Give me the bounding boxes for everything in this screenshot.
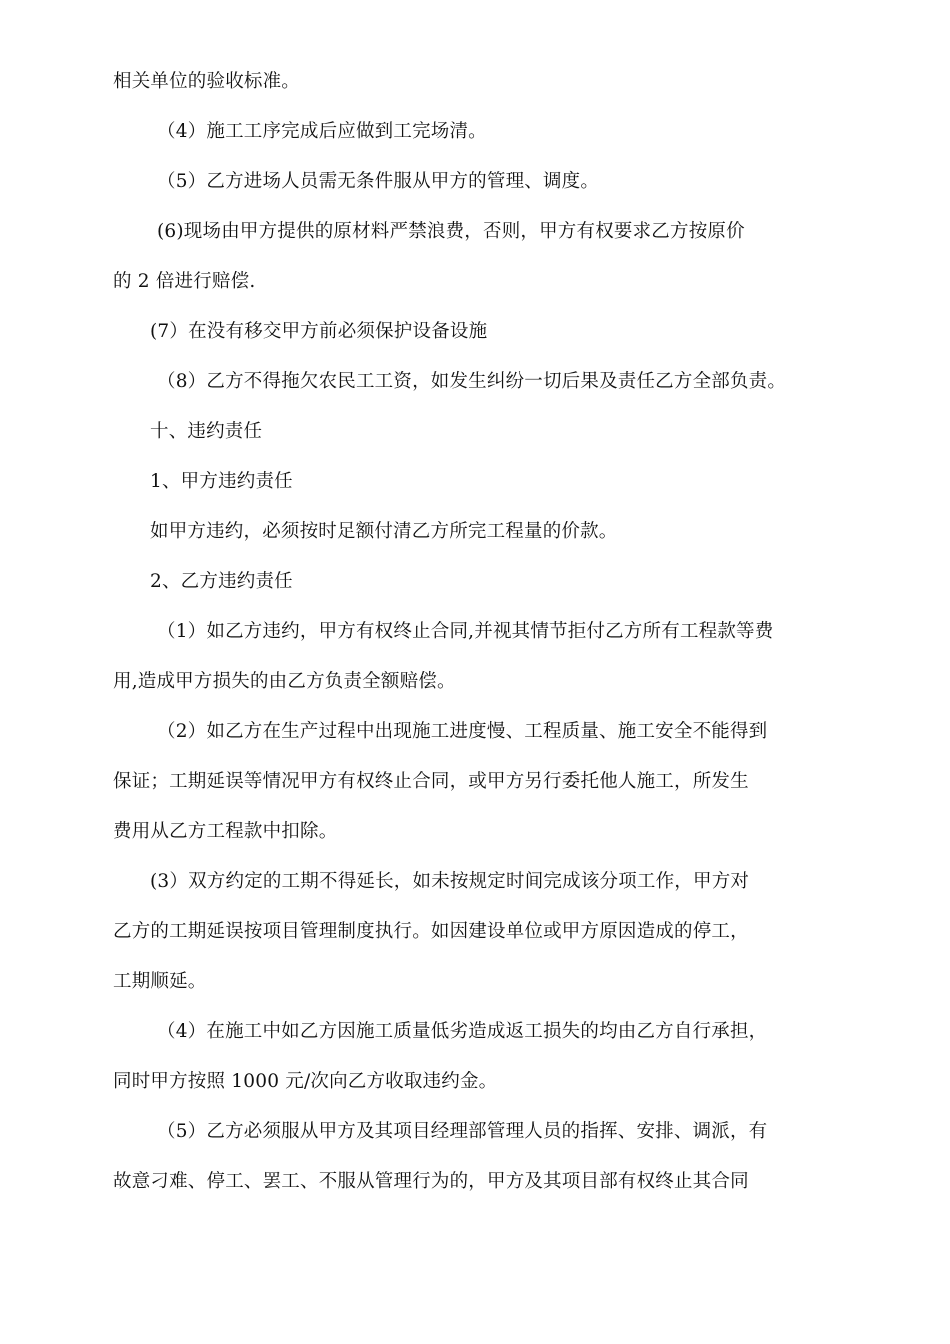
text-line: 同时甲方按照 1000 元/次向乙方收取违约金。 <box>113 1071 498 1092</box>
text-line: 乙方的工期延误按项目管理制度执行。如因建设单位或甲方原因造成的停工， <box>113 921 749 942</box>
text-line: （4）在施工中如乙方因施工质量低劣造成返工损失的均由乙方自行承担， <box>157 1021 768 1042</box>
text-line: 费用从乙方工程款中扣除。 <box>113 821 338 842</box>
text-line: （1）如乙方违约，甲方有权终止合同,并视其情节拒付乙方所有工程款等费 <box>157 621 774 642</box>
text-line: 如甲方违约，必须按时足额付清乙方所完工程量的价款。 <box>150 521 618 542</box>
text-line: （8）乙方不得拖欠农民工工资，如发生纠纷一切后果及责任乙方全部负责。 <box>157 371 787 392</box>
text-line: (3）双方约定的工期不得延长，如未按规定时间完成该分项工作，甲方对 <box>150 871 750 892</box>
section-heading: 十、违约责任 <box>150 421 263 442</box>
text-line: 工期顺延。 <box>113 971 207 992</box>
text-line: 用,造成甲方损失的由乙方负责全额赔偿。 <box>113 671 456 692</box>
text-line: （2）如乙方在生产过程中出现施工进度慢、工程质量、施工安全不能得到 <box>157 721 768 742</box>
subsection-heading: 2、乙方违约责任 <box>150 571 293 592</box>
text-line: 故意刁难、停工、罢工、不服从管理行为的，甲方及其项目部有权终止其合同 <box>113 1171 749 1192</box>
subsection-heading: 1、甲方违约责任 <box>150 471 293 492</box>
text-line: （5）乙方进场人员需无条件服从甲方的管理、调度。 <box>157 171 600 192</box>
text-line: 相关单位的验收标准。 <box>113 71 301 92</box>
text-line: 保证；工期延误等情况甲方有权终止合同，或甲方另行委托他人施工，所发生 <box>113 771 749 792</box>
text-line: （5）乙方必须服从甲方及其项目经理部管理人员的指挥、安排、调派，有 <box>157 1121 768 1142</box>
text-line: (6)现场由甲方提供的原材料严禁浪费，否则，甲方有权要求乙方按原价 <box>157 221 745 242</box>
text-line: 的 2 倍进行赔偿. <box>113 271 256 292</box>
text-line: （4）施工工序完成后应做到工完场清。 <box>157 121 487 142</box>
text-line: (7）在没有移交甲方前必须保护设备设施 <box>150 321 488 342</box>
